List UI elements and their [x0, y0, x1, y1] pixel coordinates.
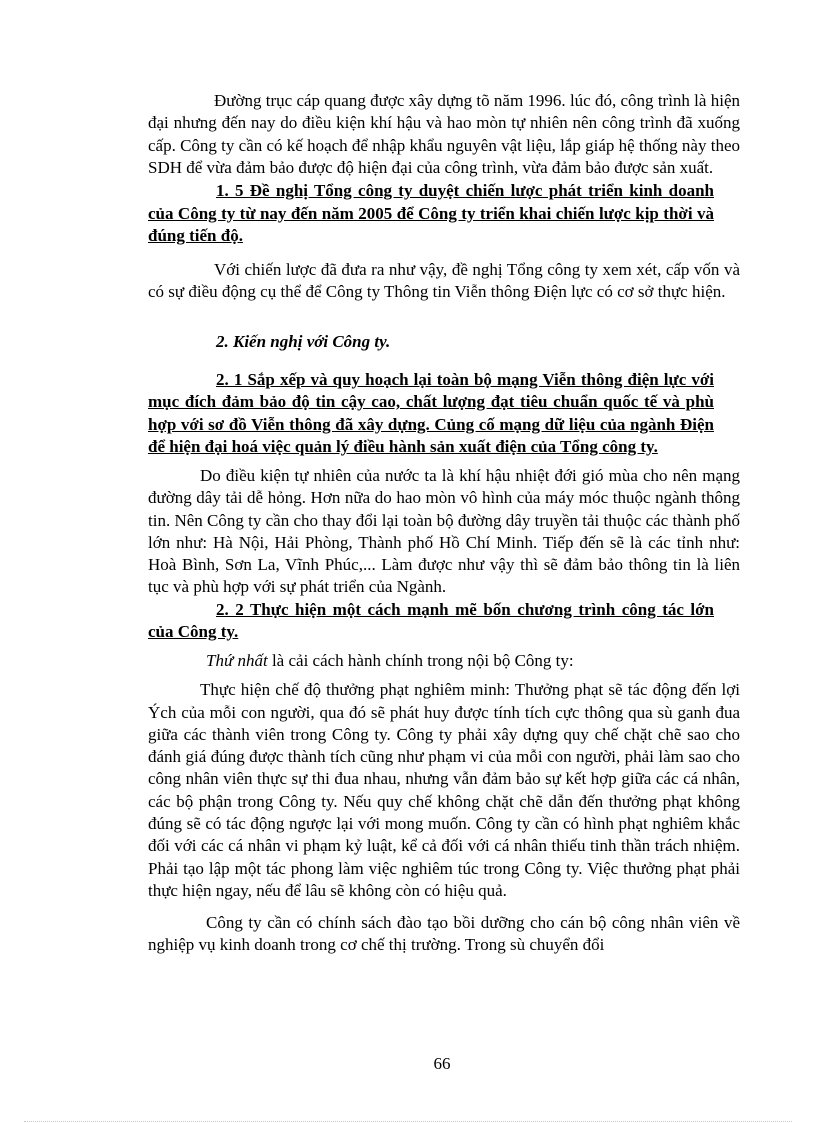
paragraph-reward-penalty: Thực hiện chế độ thưởng phạt nghiêm minh: Thưởng phạt sẽ tác động đến lợi Ých của mỗi con người, qua đó sẽ phát huy được tính tích cực thông qua sù ganh đua giữa các thành viên trong Công ty. Công ty phải xây dựng quy chế chặt chẽ sao cho đánh giá đúng được thành tích cũng như phạm vi của mỗi con người, phải làm sao cho công nhân viên thực sự thi đua nhau, nhưng vẫn đảm bảo sự kết hợp giữa các cá nhân, các bộ phận trong Công ty. Nếu quy chế không chặt chẽ dẫn đến thưởng phạt không đúng sẽ có tác động ngược lại với mong muốn. Công ty cần có hình phạt nghiêm khắc đối với các cá nhân vi phạm kỷ luật, kể cả đối với cá nhân thiếu tinh thần trách nhiệm. Phải tạo lập một tác phong làm việc nghiêm túc trong Công ty. Việc thưởng phạt phải thực hiện ngay, nếu để lâu sẽ không còn có hiệu quả.	[148, 680, 740, 900]
paragraph-fiber-optic: Đường trục cáp quang được xây dựng tõ năm 1996. lúc đó, công trình là hiện đại nhưng đến nay do điều kiện khí hậu và hao mòn tự nhiên nên công trình đã xuống cấp. Công ty cần có kế hoạch để nhập khẩu nguyên vật liệu, lắp giáp hệ thống này theo SDH để vừa đảm bảo được độ hiện đại của công trình, vừa đảm bảo được sản xuất.	[148, 91, 740, 177]
page-body	[148, 90, 740, 957]
section-2-title: 2. Kiến nghị với Công ty.	[216, 331, 391, 351]
heading-1-5: 1. 5 Đề nghị Tổng công ty duyệt chiến lược phát triển kinh doanh của Công ty từ nay đến năm 2005 để Công ty triển khai chiến lược kịp thời và đúng tiến độ.	[148, 181, 714, 246]
page-number: 66	[433, 1054, 451, 1073]
paragraph-natural-conditions: Do điều kiện tự nhiên của nước ta là khí hậu nhiệt đới gió mùa cho nên mạng đường dây tải dễ hỏng. Hơn nữa do hao mòn vô hình của máy móc thuộc ngành thông tin. Nên Công ty cần cho thay đổi lại toàn bộ đường dây truyền tải thuộc các thành phố lớn như: Hà Nội, Hải Phòng, Thành phố Hồ Chí Minh. Tiếp đến sẽ là các tỉnh như: Hoà Bình, Sơn La, Vĩnh Phúc,... Làm được như vậy thì sẽ đảm bảo thông tin là liên tục và phù hợp với sự phát triển của Ngành.	[148, 465, 740, 597]
paragraph-first-reform	[148, 650, 740, 672]
paragraph-training: Công ty cần có chính sách đào tạo bồi dưỡng cho cán bộ công nhân viên về nghiệp vụ kinh doanh trong cơ chế thị trường. Trong sù chuyển đổi	[148, 913, 740, 955]
heading-2-2: 2. 2 Thực hiện một cách mạnh mẽ bốn chương trình công tác lớn của Công ty.	[148, 599, 714, 642]
page-bottom-divider	[24, 1121, 792, 1122]
first-rest: là cải cách hành chính trong nội bộ Công ty:	[267, 650, 574, 670]
paragraph-strategy: Với chiến lược đã đưa ra như vậy, đề nghị Tổng công ty xem xét, cấp vốn và có sự điều động cụ thể để Công ty Thông tin Viễn thông Điện lực có cơ sở thực hiện.	[148, 259, 740, 302]
heading-2-1: 2. 1 Sắp xếp và quy hoạch lại toàn bộ mạng Viễn thông điện lực với mục đích đảm bảo độ tin cậy cao, chất lượng đạt tiêu chuẩn quốc tế và phù hợp với sơ đồ Viễn thông đã xây dựng. Củng cố mạng dữ liệu của ngành Điện để hiện đại hoá việc quản lý điều hành sản xuất điện của Tổng công ty.	[148, 369, 714, 457]
first-label: Thứ nhất	[206, 650, 268, 670]
